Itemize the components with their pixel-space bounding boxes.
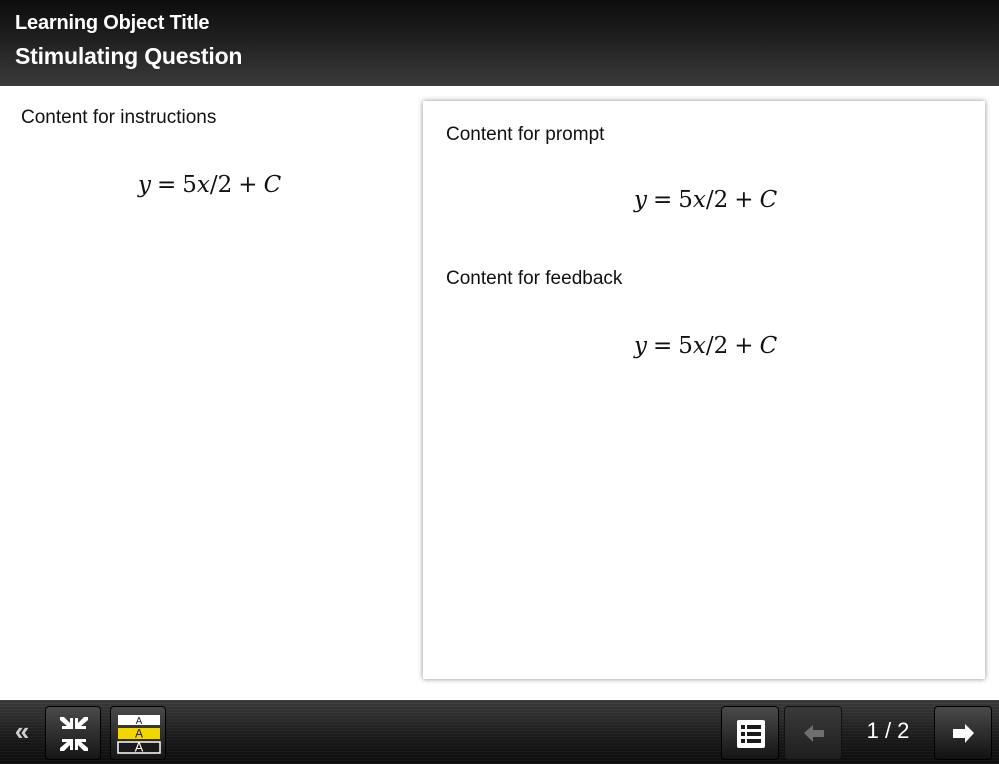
equation-lhs: y — [634, 333, 647, 359]
prompt-equation — [634, 187, 777, 213]
equation-lhs: y — [138, 172, 151, 198]
equation-coefficient: 5 — [182, 172, 197, 198]
text-size-icon — [111, 707, 167, 761]
exit-fullscreen-button[interactable] — [45, 706, 101, 760]
prompt-text: Content for prompt — [446, 124, 605, 145]
equation-coefficient: 5 — [678, 187, 693, 213]
learning-object-title: Learning Object Title — [15, 12, 210, 34]
equation-equals: = — [653, 187, 673, 213]
equation-constant: C — [263, 172, 282, 198]
equation-lhs: y — [634, 187, 647, 213]
table-of-contents-button[interactable] — [721, 706, 779, 760]
equation-divisor: /2 — [705, 187, 729, 213]
instructions-text: Content for instructions — [21, 107, 217, 128]
equation-divisor: /2 — [705, 333, 729, 359]
equation-equals: = — [653, 333, 673, 359]
header-bar — [0, 0, 999, 86]
text-size-letter-medium: A — [134, 726, 144, 741]
equation-plus: + — [734, 187, 754, 213]
list-icon — [722, 707, 780, 761]
text-size-letter-small: A — [135, 716, 143, 727]
arrow-left-icon — [785, 707, 843, 761]
text-size-button[interactable] — [110, 706, 166, 760]
next-page-button[interactable] — [934, 706, 992, 760]
equation-plus: + — [238, 172, 258, 198]
arrow-right-icon — [935, 707, 993, 761]
equation-variable: x — [692, 333, 706, 359]
instructions-pane — [0, 86, 420, 700]
equation-constant: C — [759, 187, 778, 213]
feedback-equation — [634, 333, 777, 359]
equation-variable: x — [196, 172, 210, 198]
equation-plus: + — [734, 333, 754, 359]
page-counter: 1 / 2 — [866, 718, 910, 743]
equation-variable: x — [692, 187, 706, 213]
previous-page-button[interactable] — [784, 706, 842, 760]
equation-coefficient: 5 — [678, 333, 693, 359]
equation-constant: C — [759, 333, 778, 359]
footer-toolbar — [0, 700, 999, 764]
equation-equals: = — [157, 172, 177, 198]
double-chevron-left-icon[interactable]: « — [14, 716, 30, 746]
text-size-letter-large: A — [134, 739, 144, 755]
feedback-text: Content for feedback — [446, 268, 623, 289]
exit-fullscreen-icon — [46, 707, 102, 761]
equation-divisor: /2 — [209, 172, 233, 198]
question-panel — [423, 101, 985, 679]
instructions-equation — [138, 172, 281, 198]
question-title: Stimulating Question — [15, 43, 243, 69]
